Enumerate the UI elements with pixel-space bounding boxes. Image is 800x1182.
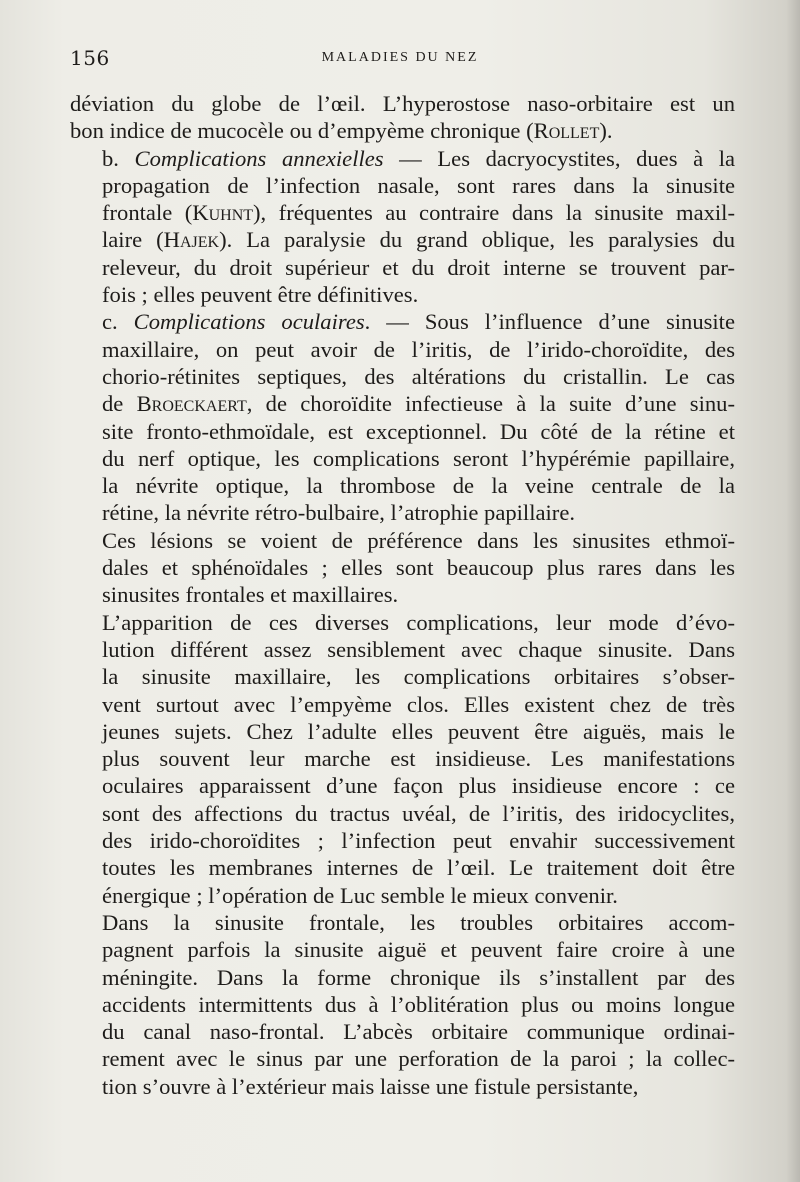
text-line: bon indice de mucocèle ou d’empyème chronique (Rollet). [70,118,613,144]
text-line: c. Complications oculaires. — Sous l’influence d’une sinusite [102,309,735,335]
text-line: dales et sphénoïdales ; elles sont beaucoup plus rares dans les [102,555,735,581]
text-line: L’apparition de ces diverses complications, leur mode d’évo- [102,609,735,635]
text-line: propagation de l’infection nasale, sont rares dans la sinusite [102,172,735,198]
text-line: du nerf optique, les complications seront l’hypérémie papillaire, [102,445,735,471]
text-line: tion s’ouvre à l’extérieur mais laisse une fistule persistante, [102,1073,639,1099]
text-line: vent surtout avec l’empyème clos. Elles existent chez de très [102,691,735,717]
text-line: b. Complications annexielles — Les dacryocystites, dues à la [102,145,736,171]
text-line: sinusites frontales et maxillaires. [102,582,399,608]
text-line: jeunes sujets. Chez l’adulte elles peuvent être aiguës, mais le [102,718,735,744]
text-line: oculaires apparaissent d’une façon plus insidieuse encore : ce [102,773,735,799]
text-line: de Broeckaert, de choroïdite infectieuse à la suite d’une sinu- [102,391,735,417]
text-line: toutes les membranes internes de l’œil. Le traitement doit être [102,855,735,881]
text-line: accidents intermittents dus à l’oblitération plus ou moins longue [102,991,735,1017]
page-header [70,44,730,74]
text-line: maxillaire, on peut avoir de l’iritis, de l’irido-choroïdite, des [102,336,735,362]
text-line: laire (Hajek). La paralysie du grand oblique, les paralysies du [102,227,736,253]
text-line: frontale (Kuhnt), fréquentes au contraire dans la sinusite maxil- [102,200,735,226]
paragraph [70,90,735,145]
text-line: fois ; elles peuvent être définitives. [102,282,419,308]
page-number: 156 [70,46,110,70]
text-line: déviation du globe de l’œil. L’hyperostose naso-orbitaire est un [70,91,735,116]
page-edge-shadow [786,0,800,1182]
text-line: des irido-choroïdites ; l’infection peut envahir successivement [102,828,735,854]
text-line: plus souvent leur marche est insidieuse. Les manifestations [102,746,735,772]
text-line: releveur, du droit supérieur et du droit interne se trouvent par- [102,254,735,280]
paragraph [70,909,735,1100]
text-line: rement avec le sinus par une perforation de la paroi ; la collec- [102,1046,735,1072]
text-line: pagnent parfois la sinusite aiguë et peuvent faire croire à une [102,937,735,963]
text-line: site fronto-ethmoïdale, est exceptionnel. Du côté de la rétine et [102,418,735,444]
text-line: la névrite optique, la thrombose de la veine centrale de la [102,473,735,499]
text-line: énergique ; l’opération de Luc semble le mieux convenir. [102,882,618,908]
text-line: du canal naso-frontal. L’abcès orbitaire communique ordinai- [102,1019,735,1045]
text-line: rétine, la névrite rétro-bulbaire, l’atrophie papillaire. [102,500,575,526]
text-line: Dans la sinusite frontale, les troubles orbitaires accom- [102,909,735,935]
paragraph [70,609,735,909]
body-text [70,90,735,1100]
running-title: MALADIES DU NEZ [321,50,479,65]
text-line: Ces lésions se voient de préférence dans les sinusites ethmoï- [102,527,735,553]
paragraph [70,308,735,526]
text-line: la sinusite maxillaire, les complications orbitaires s’obser- [102,664,735,690]
text-line: lution différent assez sensiblement avec chaque sinusite. Dans [102,636,735,662]
text-line: sont des affections du tractus uvéal, de l’iritis, des iridocyclites, [102,800,735,826]
text-line: chorio-rétinites septiques, des altérations du cristallin. Le cas [102,363,735,389]
text-line: méningite. Dans la forme chronique ils s’installent par des [102,964,735,990]
paragraph [70,145,735,309]
paragraph [70,527,735,609]
